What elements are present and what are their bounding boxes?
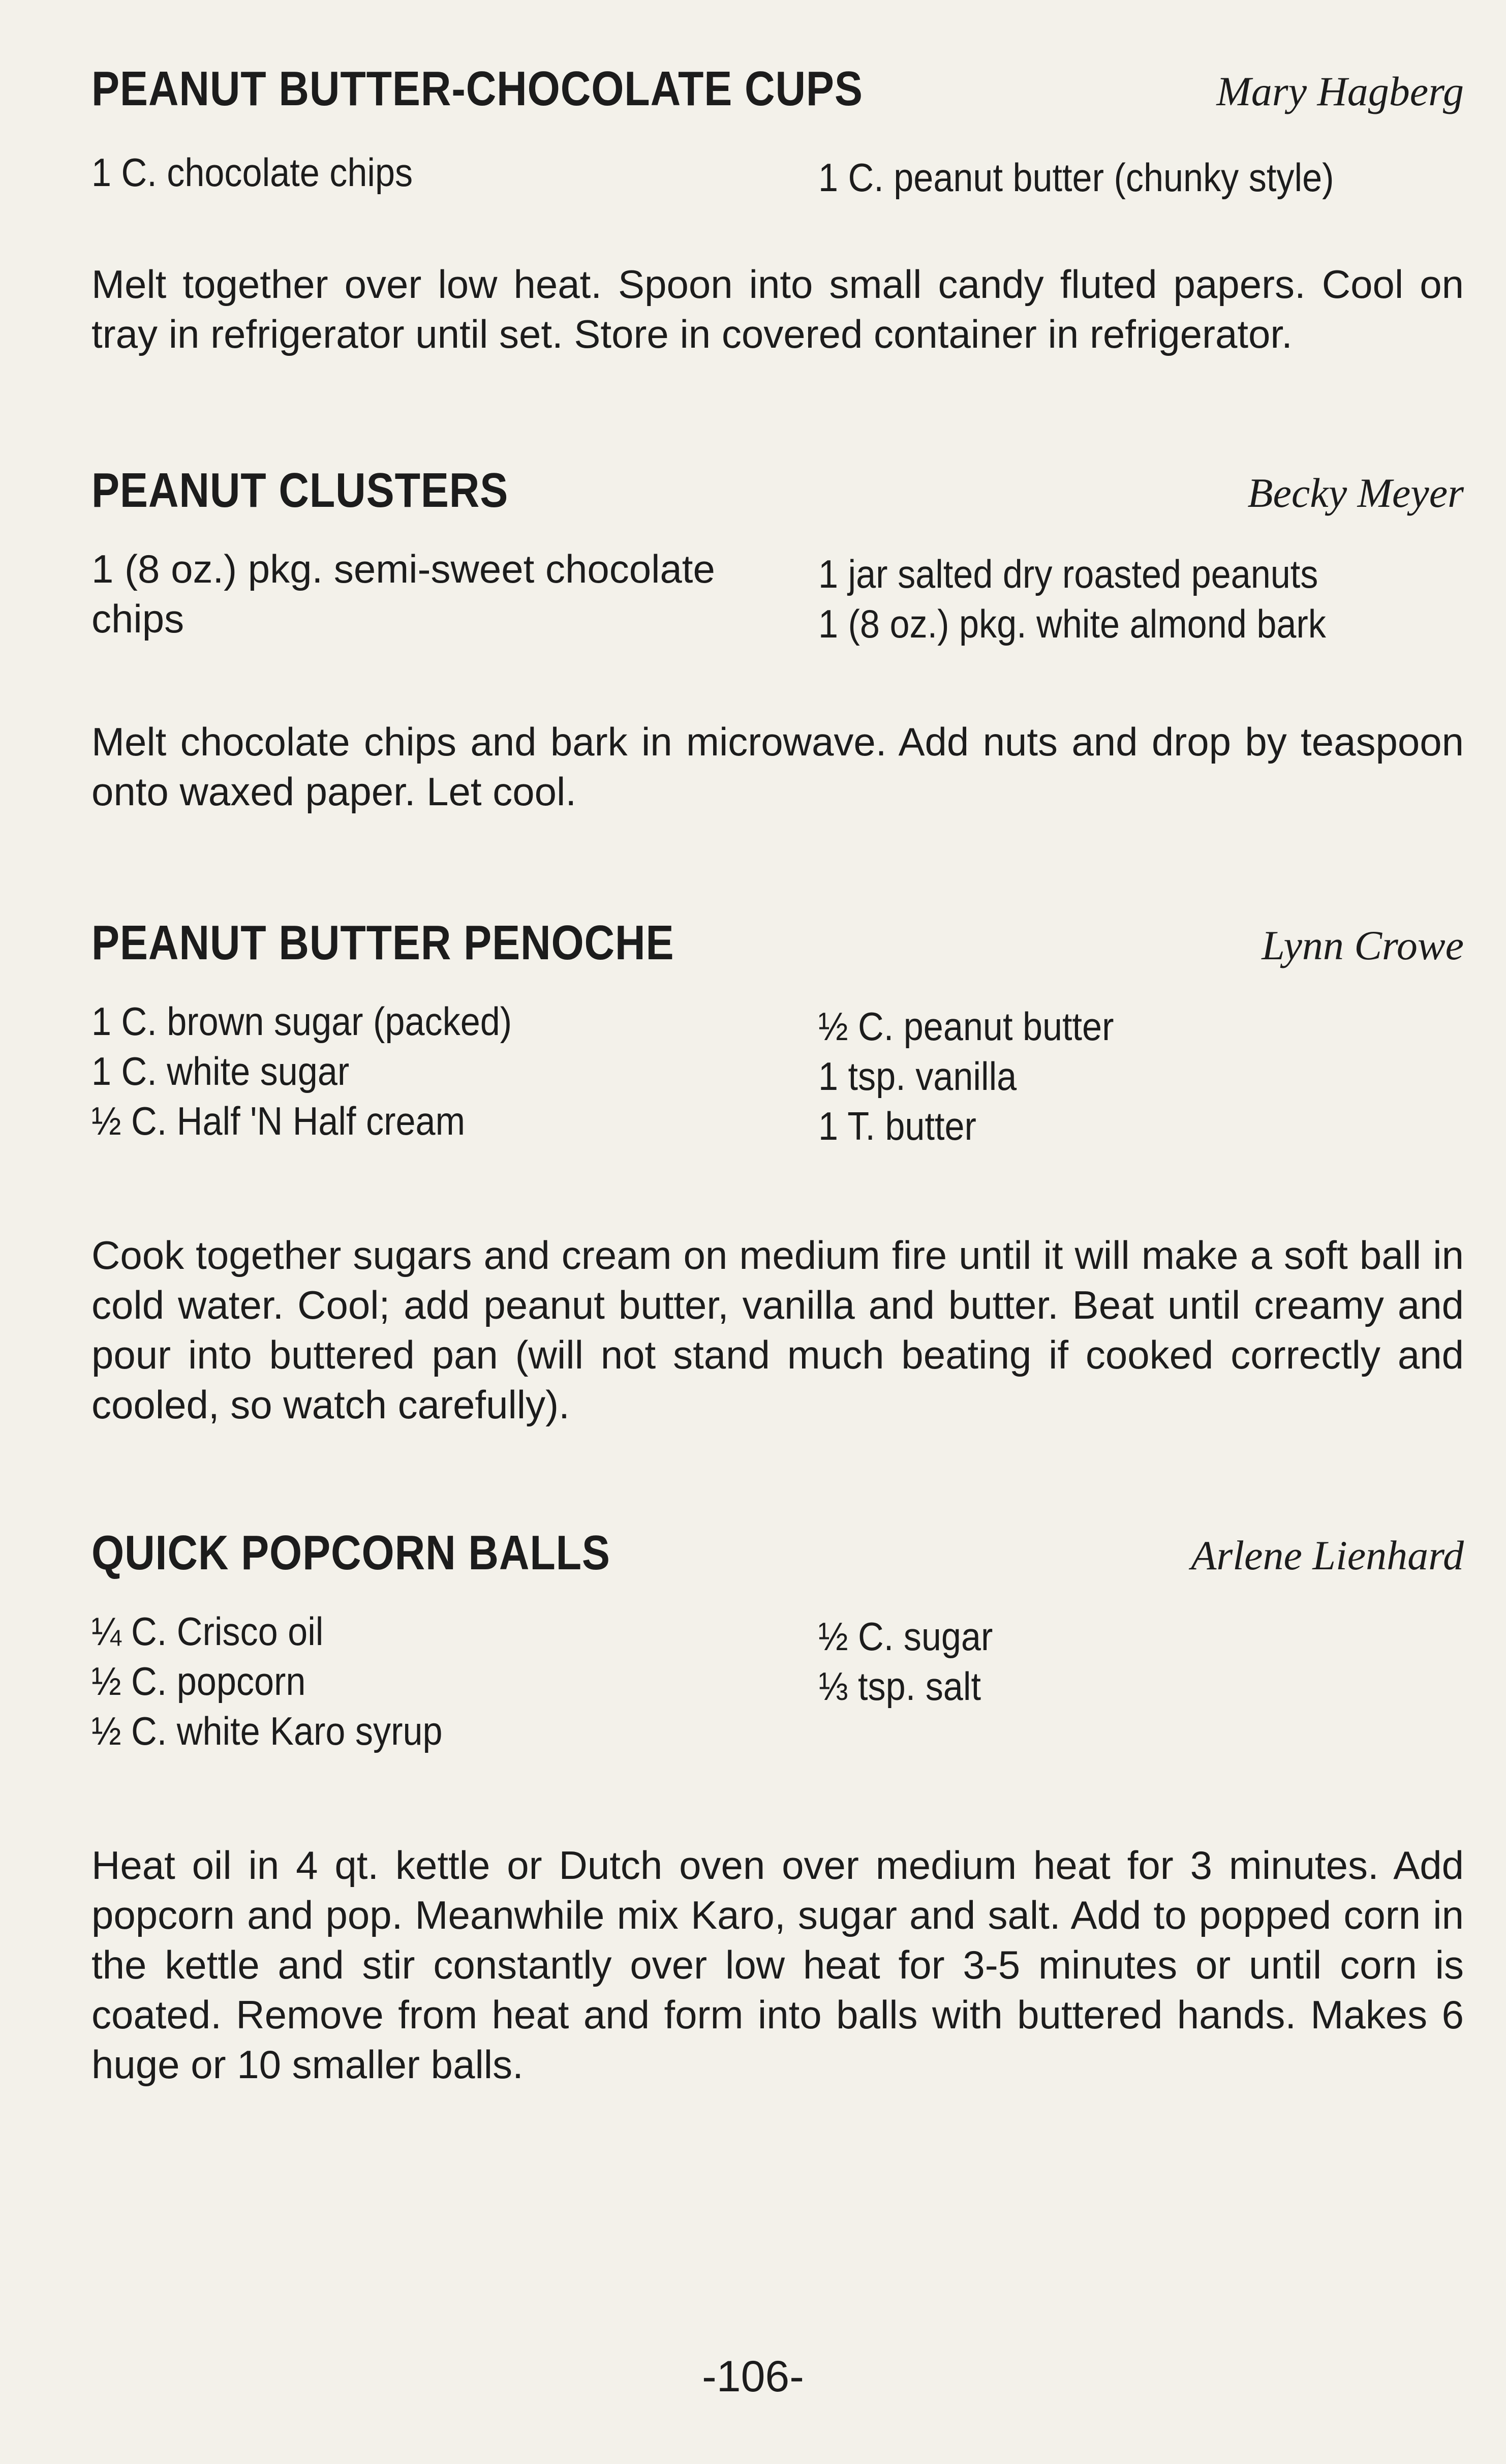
- recipe-title: PEANUT BUTTER PENOCHE: [91, 916, 674, 970]
- ingredient: ½ C. popcorn: [91, 1659, 306, 1703]
- ingredient: ½ C. white Karo syrup: [91, 1709, 443, 1753]
- ingredient: 1 C. peanut butter (chunky style): [818, 155, 1334, 200]
- recipe-peanut-butter-penoche: [91, 910, 1464, 1469]
- ingredient: 1 C. chocolate chips: [91, 150, 413, 195]
- ingredients: [91, 147, 1464, 208]
- ingredients: [91, 996, 1464, 1159]
- recipe-peanut-butter-chocolate-cups: [91, 56, 1464, 381]
- recipe-quick-popcorn-balls: [91, 1520, 1464, 2089]
- ingredient: ½ C. Half 'N Half cream: [91, 1099, 466, 1143]
- ingredient: 1 jar salted dry roasted peanuts: [818, 552, 1318, 596]
- recipe-instructions: Heat oil in 4 qt. kettle or Dutch oven over medium heat for 3 minutes. Add popcorn and pop. Meanwhile mix Karo, sugar and salt. Add to popped corn in the kettle and stir constantly over low heat for 3-5 minutes or until corn is coated. Remove from heat and form into balls with buttered hands. Makes 6 huge or 10 smaller balls.: [91, 1843, 1464, 2087]
- recipe-title: PEANUT BUTTER-CHOCOLATE CUPS: [91, 62, 863, 116]
- ingredient: 1 (8 oz.) pkg. semi-sweet chocolate chips: [91, 546, 715, 641]
- recipe-author: Mary Hagberg: [1216, 68, 1464, 114]
- ingredients-right: [818, 153, 1464, 202]
- recipe-author: Arlene Lienhard: [1191, 1532, 1464, 1578]
- recipe-instructions: Melt chocolate chips and bark in microwave. Add nuts and drop by teaspoon onto waxed paper. Let cool.: [91, 719, 1464, 814]
- recipe-header: [91, 910, 1464, 986]
- recipe-peanut-clusters: [91, 458, 1464, 844]
- recipe-header: [91, 56, 1464, 132]
- recipe-instructions: Melt together over low heat. Spoon into small candy fluted papers. Cool on tray in refrigerator until set. Store in covered container in refrigerator.: [91, 262, 1464, 356]
- ingredients-left: [91, 544, 793, 644]
- page-number: -106-: [702, 2352, 804, 2401]
- ingredient: 1 C. brown sugar (packed): [91, 999, 512, 1044]
- ingredient: ¼ C. Crisco oil: [91, 1609, 324, 1654]
- recipe-author: Becky Meyer: [1247, 470, 1464, 516]
- ingredient: ⅓ tsp. salt: [818, 1664, 981, 1709]
- recipe-title: QUICK POPCORN BALLS: [91, 1526, 610, 1580]
- ingredient: 1 T. butter: [818, 1104, 976, 1148]
- recipe-header: [91, 1520, 1464, 1596]
- ingredients-left: [91, 1606, 793, 1756]
- recipe-title: PEANUT CLUSTERS: [91, 463, 509, 518]
- ingredients-right: [818, 1611, 1464, 1711]
- recipe-author: Lynn Crowe: [1262, 922, 1464, 968]
- ingredient: ½ C. peanut butter: [818, 1004, 1114, 1049]
- ingredients: [91, 1606, 1464, 1769]
- ingredient: 1 (8 oz.) pkg. white almond bark: [818, 601, 1326, 646]
- ingredients-left: [91, 147, 793, 197]
- recipe-header: [91, 458, 1464, 534]
- ingredient: ½ C. sugar: [818, 1614, 993, 1659]
- ingredients-left: [91, 996, 793, 1146]
- ingredient: 1 C. white sugar: [91, 1049, 350, 1093]
- recipe-instructions: Cook together sugars and cream on medium fire until it will make a soft ball in cold water. Cool; add peanut butter, vanilla and butter. Beat until creamy and pour into buttered pan (will not stand much beating if cooked correctly and cooled, so watch carefully).: [91, 1233, 1464, 1427]
- ingredients: [91, 544, 1464, 656]
- ingredient: 1 tsp. vanilla: [818, 1054, 1017, 1099]
- ingredients-right: [818, 549, 1464, 649]
- ingredients-right: [818, 1001, 1464, 1151]
